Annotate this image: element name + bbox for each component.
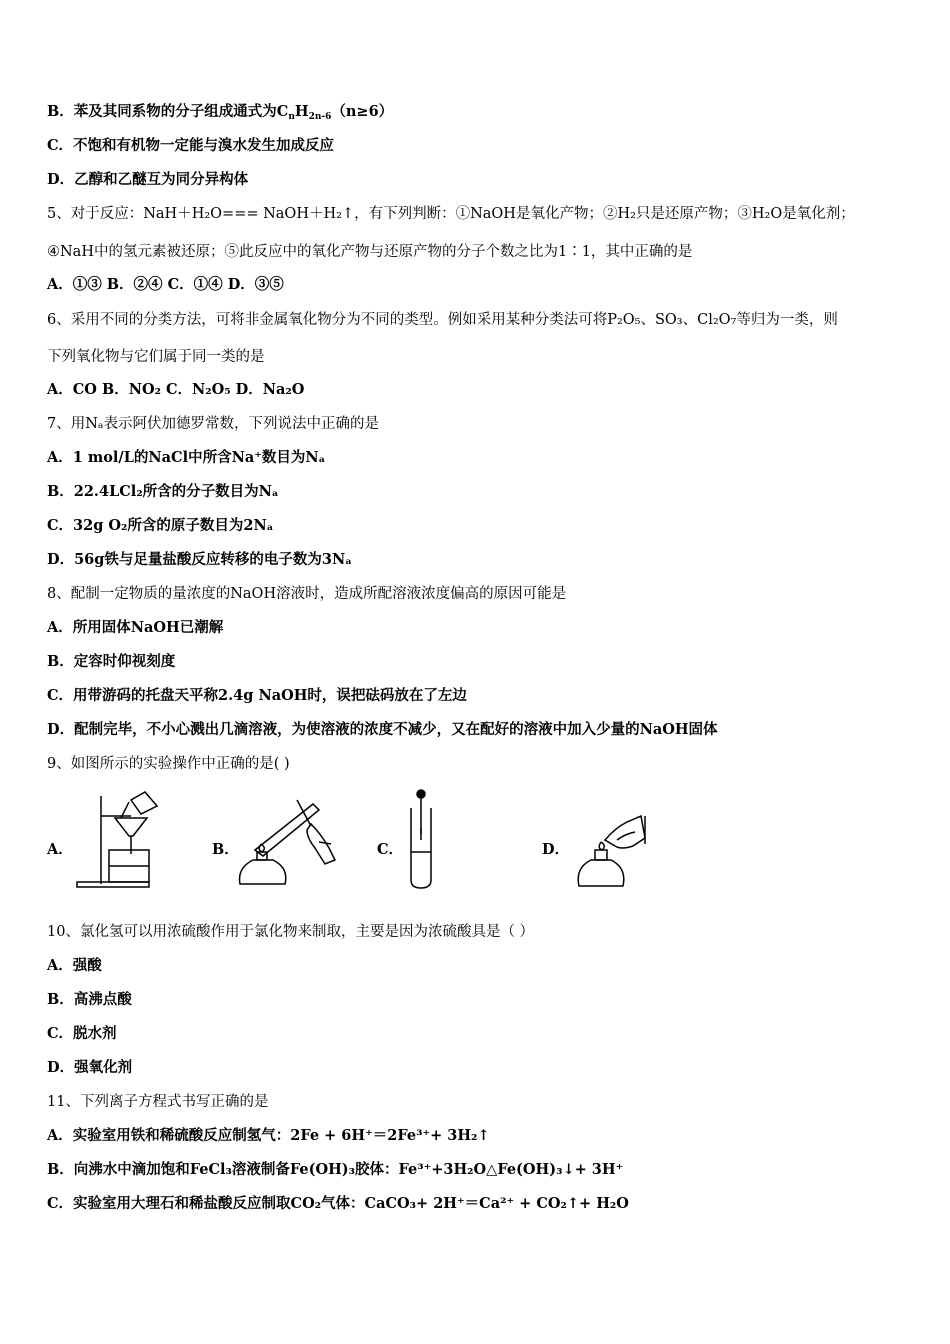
option-d-q4: D．乙醇和乙醚互为同分异构体 [47,171,249,188]
option-d-q10: D．强氧化剂 [47,1059,133,1076]
question-9-figures [47,788,667,898]
question-5-line-1: 5、对于反应：NaH＋H₂O=== NaOH＋H₂↑，有下列判断：①NaOH是氧化产物；②H₂只是还原产物；③H₂O是氧化剂； [47,206,855,222]
dropper-test-tube-figure [399,788,449,892]
option-d-q8: D．配制完毕，不小心溅出几滴溶液，为使溶液的浓度不减少，又在配好的溶液中加入少量的NaOH固体 [47,721,718,738]
option-c-q10: C．脱水剂 [47,1025,117,1042]
option-b-q4: B．苯及其同系物的分子组成通式为$C_nH_{2n-6}(n\ge 6)$ [47,103,394,122]
option-b-q11: B．向沸水中滴加饱和FeCl₃溶液制备Fe(OH)₃胶体：Fe³⁺+3H₂O△Fe(OH)₃↓+ 3H⁺ [47,1161,624,1178]
figure-c-label: C． [377,841,404,858]
question-8: 8、配制一定物质的量浓度的NaOH溶液时，造成所配溶液浓度偏高的原因可能是 [47,586,567,602]
filtration-apparatus-figure [71,788,181,892]
test-tube-heating-figure [235,788,350,892]
option-a-q11: A．实验室用铁和稀硫酸反应制氢气：2Fe + 6H⁺＝2Fe³⁺+ 3H₂↑ [47,1127,490,1144]
question-5-options: A．①③ B．②④ C．①④ D．③⑤ [47,276,284,293]
question-6-line-2: 下列氧化物与它们属于同一类的是 [47,349,265,365]
question-6-options: A．CO B．NO₂ C．N₂O₅ D．Na₂O [47,381,305,398]
option-b-q7: B．22.4LCl₂所含的分子数目为Nₐ [47,483,279,500]
option-a-q7: A．1 mol/L的NaCl中所含Na⁺数目为Nₐ [47,449,326,466]
question-6-line-1: 6、采用不同的分类方法，可将非金属氧化物分为不同的类型。例如采用某种分类法可将P₂O₅、SO₃、Cl₂O₇等归为一类，则 [47,312,838,328]
option-a-q10: A．强酸 [47,957,102,974]
option-b-q8: B．定容时仰视刻度 [47,653,176,670]
option-c-q8: C．用带游码的托盘天平称2.4g NaOH时，误把砝码放在了左边 [47,687,467,704]
option-c-q4: C．不饱和有机物一定能与溴水发生加成反应 [47,137,335,154]
option-c-q7: C．32g O₂所含的原子数目为2Nₐ [47,517,274,534]
alcohol-lamp-lighting-figure [575,788,655,892]
question-11: 11、下列离子方程式书写正确的是 [47,1094,269,1110]
figure-a-label: A． [47,841,73,858]
question-7: 7、用Nₐ表示阿伏加德罗常数，下列说法中正确的是 [47,416,380,432]
option-d-q7: D．56g铁与足量盐酸反应转移的电子数为3Nₐ [47,551,352,568]
question-9: 9、如图所示的实验操作中正确的是( ) [47,756,290,772]
question-5-line-2: ④NaH中的氢元素被还原；⑤此反应中的氧化产物与还原产物的分子个数之比为1∶1，其中正确的是 [47,244,693,260]
option-a-q8: A．所用固体NaOH已潮解 [47,619,224,636]
figure-d-label: D． [542,841,570,858]
option-c-q11: C．实验室用大理石和稀盐酸反应制取CO₂气体：CaCO₃+ 2H⁺＝Ca²⁺ + CO₂↑+ H₂O [47,1195,629,1212]
question-10: 10、氯化氢可以用浓硫酸作用于氯化物来制取，主要是因为浓硫酸具是（ ） [47,924,535,940]
figure-b-label: B． [212,841,239,858]
option-b-q10: B．高沸点酸 [47,991,132,1008]
